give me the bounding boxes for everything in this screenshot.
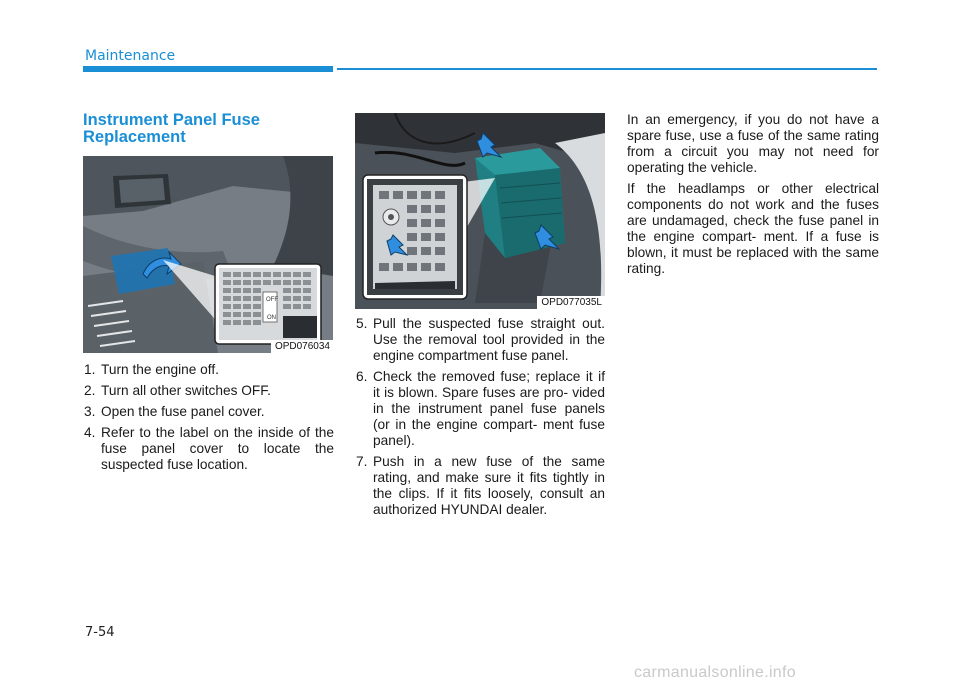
heading-line-1: Instrument Panel Fuse	[83, 111, 260, 129]
list-item	[356, 454, 605, 518]
paragraph: If the headlamps or other electrical components do not work and the fuses are undamaged, check the fuse panel in the engine compart- ment. If a fuse is blown, it must be replaced with the same rating.	[627, 181, 879, 276]
section-heading	[83, 112, 333, 146]
step-number: 2.	[84, 383, 96, 398]
step-text: Check the removed fuse; replace it if it is blown. Spare fuses are pro- vided in the instrument panel fuse panels (or in the engine compart- ment fuse panel).	[373, 369, 605, 448]
step-text: Turn the engine off.	[101, 362, 219, 377]
list-item	[356, 316, 605, 364]
list-item	[84, 425, 334, 473]
instrument-panel-illustration	[83, 156, 333, 353]
watermark: carmanualsonline.info	[634, 664, 796, 681]
steps-list-left	[84, 362, 334, 478]
step-number: 3.	[84, 404, 96, 419]
step-number: 6.	[356, 369, 368, 384]
paragraph: In an emergency, if you do not have a spare fuse, use a fuse of the same rating from a circuit you may not need for operating the vehicle.	[627, 112, 879, 175]
step-text: Open the fuse panel cover.	[101, 404, 265, 419]
list-item	[84, 404, 334, 420]
page-number: 7-54	[85, 625, 115, 640]
heading-line-2: Replacement	[83, 128, 186, 146]
list-item	[84, 383, 334, 399]
step-number: 5.	[356, 316, 368, 331]
fuse-switch-off-label: OFF	[266, 297, 278, 303]
figure-caption: OPD077035L	[537, 296, 605, 309]
steps-list-middle	[356, 316, 605, 523]
step-number: 7.	[356, 454, 368, 469]
step-number: 4.	[84, 425, 96, 440]
section-label: Maintenance	[85, 48, 176, 64]
header-rule-thick	[83, 66, 333, 72]
instrument-panel-fuse-figure	[83, 156, 333, 353]
figure-caption: OPD076034	[271, 340, 333, 353]
list-item	[356, 369, 605, 449]
step-text: Refer to the label on the inside of the fuse panel cover to locate the suspected fuse location.	[101, 425, 334, 472]
step-text: Turn all other switches OFF.	[101, 383, 271, 398]
emergency-notes	[627, 112, 879, 282]
fuse-switch-on-label: ON	[267, 315, 276, 321]
step-text: Pull the suspected fuse straight out. Use the removal tool provided in the engine compartment fuse panel.	[373, 316, 605, 363]
step-text: Push in a new fuse of the same rating, and make sure it fits tightly in the clips. If it fits loosely, consult an authorized HYUNDAI dealer.	[373, 454, 605, 517]
list-item	[84, 362, 334, 378]
engine-compartment-fuse-figure	[355, 113, 605, 309]
header-rule-thin	[337, 68, 877, 70]
step-number: 1.	[84, 362, 96, 377]
engine-compartment-illustration	[355, 113, 605, 309]
